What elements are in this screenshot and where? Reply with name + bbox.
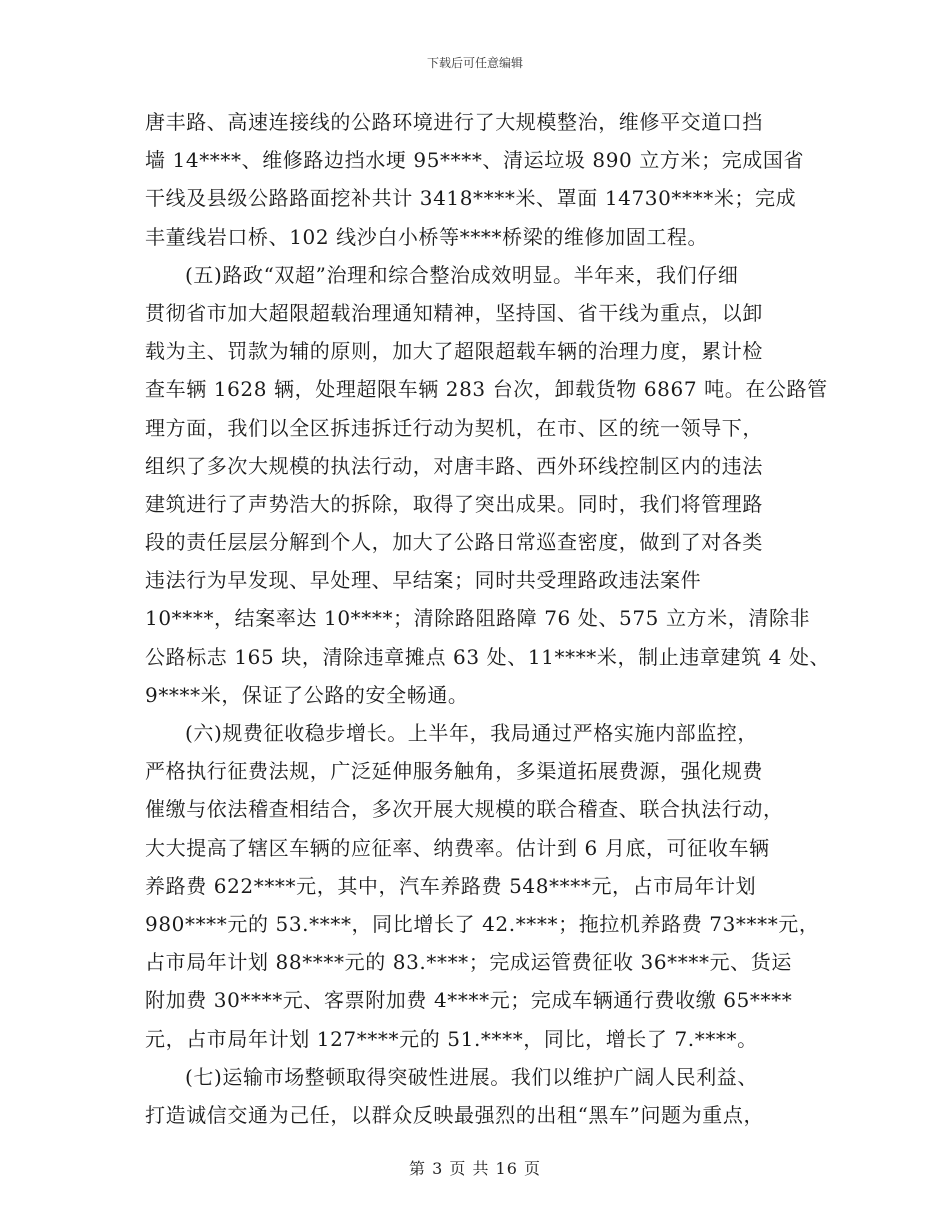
- text-line: 9****米，保证了公路的安全畅通。: [145, 682, 469, 707]
- document-body: [145, 103, 831, 1134]
- text-line: 查车辆 1628 辆，处理超限车辆 283 台次，卸载货物 6867 吨。在公路管: [145, 377, 828, 402]
- text-line: 墙 14****、维修路边挡水埂 95****、清运垃圾 890 立方米；完成国省: [145, 148, 805, 173]
- text-line: 组织了多次大规模的执法行动，对唐丰路、西外环线控制区内的违法: [145, 453, 763, 478]
- text-line: 建筑进行了声势浩大的拆除，取得了突出成果。同时，我们将管理路: [145, 491, 763, 516]
- paragraph-first-line: (六)规费征收稳步增长。上半年，我局通过严格实施内部监控，: [185, 721, 759, 745]
- text-line: 违法行为早发现、早处理、早结案；同时共受理路政违法案件: [145, 568, 702, 593]
- page-header: 下载后可任意编辑: [426, 56, 523, 70]
- page-number-footer: 第 3 页 共 16 页: [409, 1159, 541, 1178]
- text-line: 贯彻省市加大超限超载治理通知精神，坚持国、省干线为重点，以卸: [145, 300, 763, 325]
- text-line: 元，占市局年计划 127****元的 51.****，同比，增长了 7.****。: [145, 1026, 758, 1051]
- text-line: 占市局年计划 88****元的 83.****；完成运管费征收 36****元、货运: [145, 950, 792, 975]
- text-line: 丰董线岩口桥、102 线沙白小桥等****桥梁的维修加固工程。: [145, 224, 709, 249]
- text-line: 980****元的 53.****，同比增长了 42.****；拖拉机养路费 73****元，: [145, 911, 820, 936]
- text-line: 养路费 622****元，其中，汽车养路费 548****元，占市局年计划: [145, 873, 757, 898]
- text-line: 理方面，我们以全区拆违拆迁行动为契机，在市、区的统一领导下，: [145, 415, 763, 440]
- text-line: 载为主、罚款为辅的原则，加大了超限超载车辆的治理力度，累计检: [145, 339, 763, 364]
- paragraph-first-line: (七)运输市场整顿取得突破性进展。我们以维护广阔人民利益、: [185, 1064, 759, 1089]
- text-line: 严格执行征费法规，广泛延伸服务触角，多渠道拓展费源，强化规费: [145, 759, 763, 784]
- text-line: 附加费 30****元、客票附加费 4****元；完成车辆通行费收缴 65****: [145, 988, 793, 1013]
- text-line: 干线及县级公路路面挖补共计 3418****米、罩面 14730****米；完成: [145, 186, 797, 211]
- paragraph-first-line: (五)路政“双超”治理和综合整治成效明显。半年来，我们仔细: [185, 262, 739, 287]
- text-line: 大大提高了辖区车辆的应征率、纳费率。估计到 6 月底，可征收车辆: [145, 835, 770, 860]
- text-line: 公路标志 165 块，清除违章摊点 63 处、11****米，制止违章建筑 4 处、: [145, 644, 831, 669]
- text-line: 唐丰路、高速连接线的公路环境进行了大规模整治，维修平交道口挡: [145, 110, 763, 134]
- text-line: 打造诚信交通为己任，以群众反映最强烈的出租“黑车”问题为重点，: [145, 1102, 765, 1127]
- text-line: 10****，结案率达 10****；清除路阻路障 76 处、575 立方米，清除非: [145, 606, 811, 631]
- text-line: 催缴与依法稽查相结合，多次开展大规模的联合稽查、联合执法行动，: [145, 797, 784, 822]
- text-line: 段的责任层层分解到个人，加大了公路日常巡查密度，做到了对各类: [145, 530, 763, 555]
